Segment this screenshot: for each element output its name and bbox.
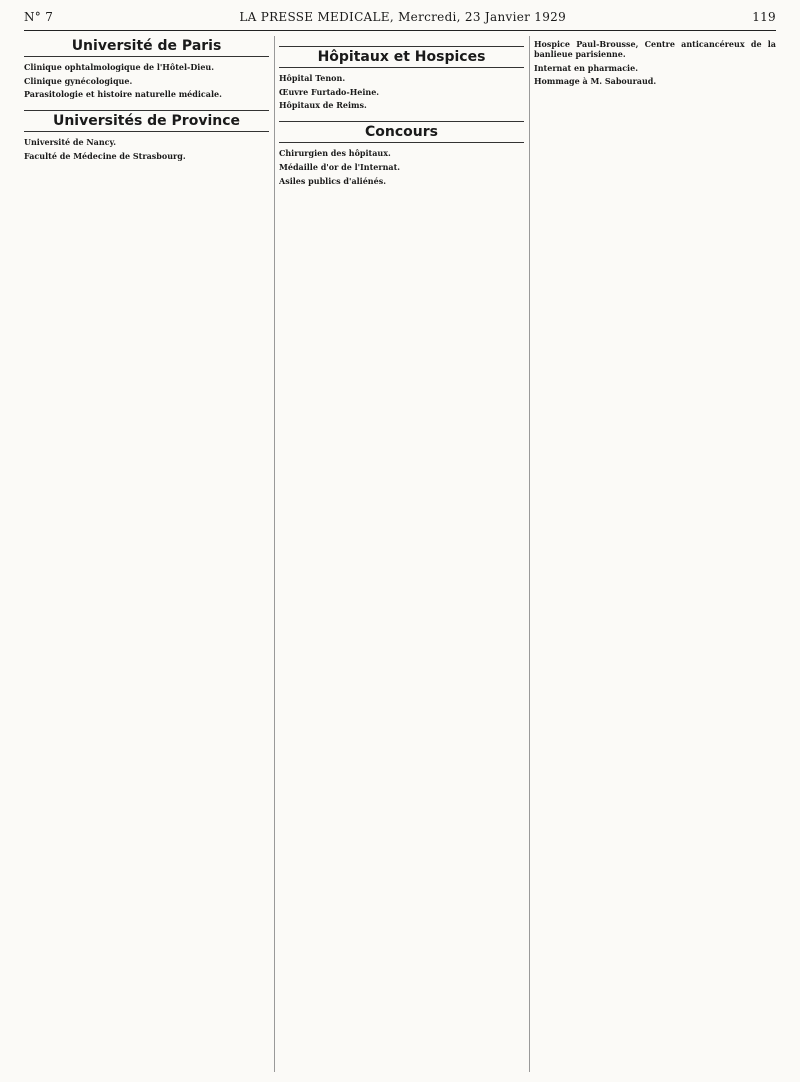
article-title: Clinique ophtalmologique de l'Hôtel-Dieu. (24, 61, 215, 72)
column-divider (274, 36, 275, 1072)
column-1 (24, 36, 269, 1072)
article-title: Hôpitaux de Reims. (279, 100, 367, 111)
issue-number: N° 7 (24, 10, 54, 24)
article-title: Hôpital Tenon. (279, 72, 346, 83)
article-title: Hommage à M. Sabouraud. (534, 76, 657, 87)
article-title: Hospice Paul-Brousse, Centre anticancéreux de la banlieue parisienne. (534, 39, 776, 59)
article-title: Faculté de Médecine de Strasbourg. (24, 150, 186, 161)
article-title: Chirurgien des hôpitaux. (279, 147, 391, 158)
section-title-concours: Concours (279, 121, 524, 143)
article-title: Clinique gynécologique. (24, 75, 133, 86)
column-3 (534, 36, 776, 1072)
col1-items-2 (24, 138, 269, 162)
article-title: Médaille d'or de l'Internat. (279, 161, 401, 172)
article-title: Parasitologie et histoire naturelle médicale. (24, 89, 222, 100)
col2-items-2 (279, 149, 524, 186)
page-number: 119 (752, 10, 776, 24)
section-title-universite-paris: Université de Paris (24, 42, 269, 57)
article-title: Œuvre Furtado-Heine. (279, 86, 380, 97)
column-divider (529, 36, 530, 1072)
section-title-universites-province: Universités de Province (24, 110, 269, 132)
article-title: Université de Nancy. (24, 136, 117, 147)
column-2 (279, 36, 524, 1072)
col3-items (534, 40, 776, 87)
page-header (24, 10, 776, 31)
article-title: Asiles publics d'aliénés. (279, 175, 386, 186)
journal-title-date: LA PRESSE MEDICALE, Mercredi, 23 Janvier 1929 (239, 10, 566, 24)
section-title-hopitaux: Hôpitaux et Hospices (279, 46, 524, 68)
col1-items (24, 63, 269, 100)
article-title: Internat en pharmacie. (534, 62, 638, 73)
col2-items (279, 74, 524, 111)
